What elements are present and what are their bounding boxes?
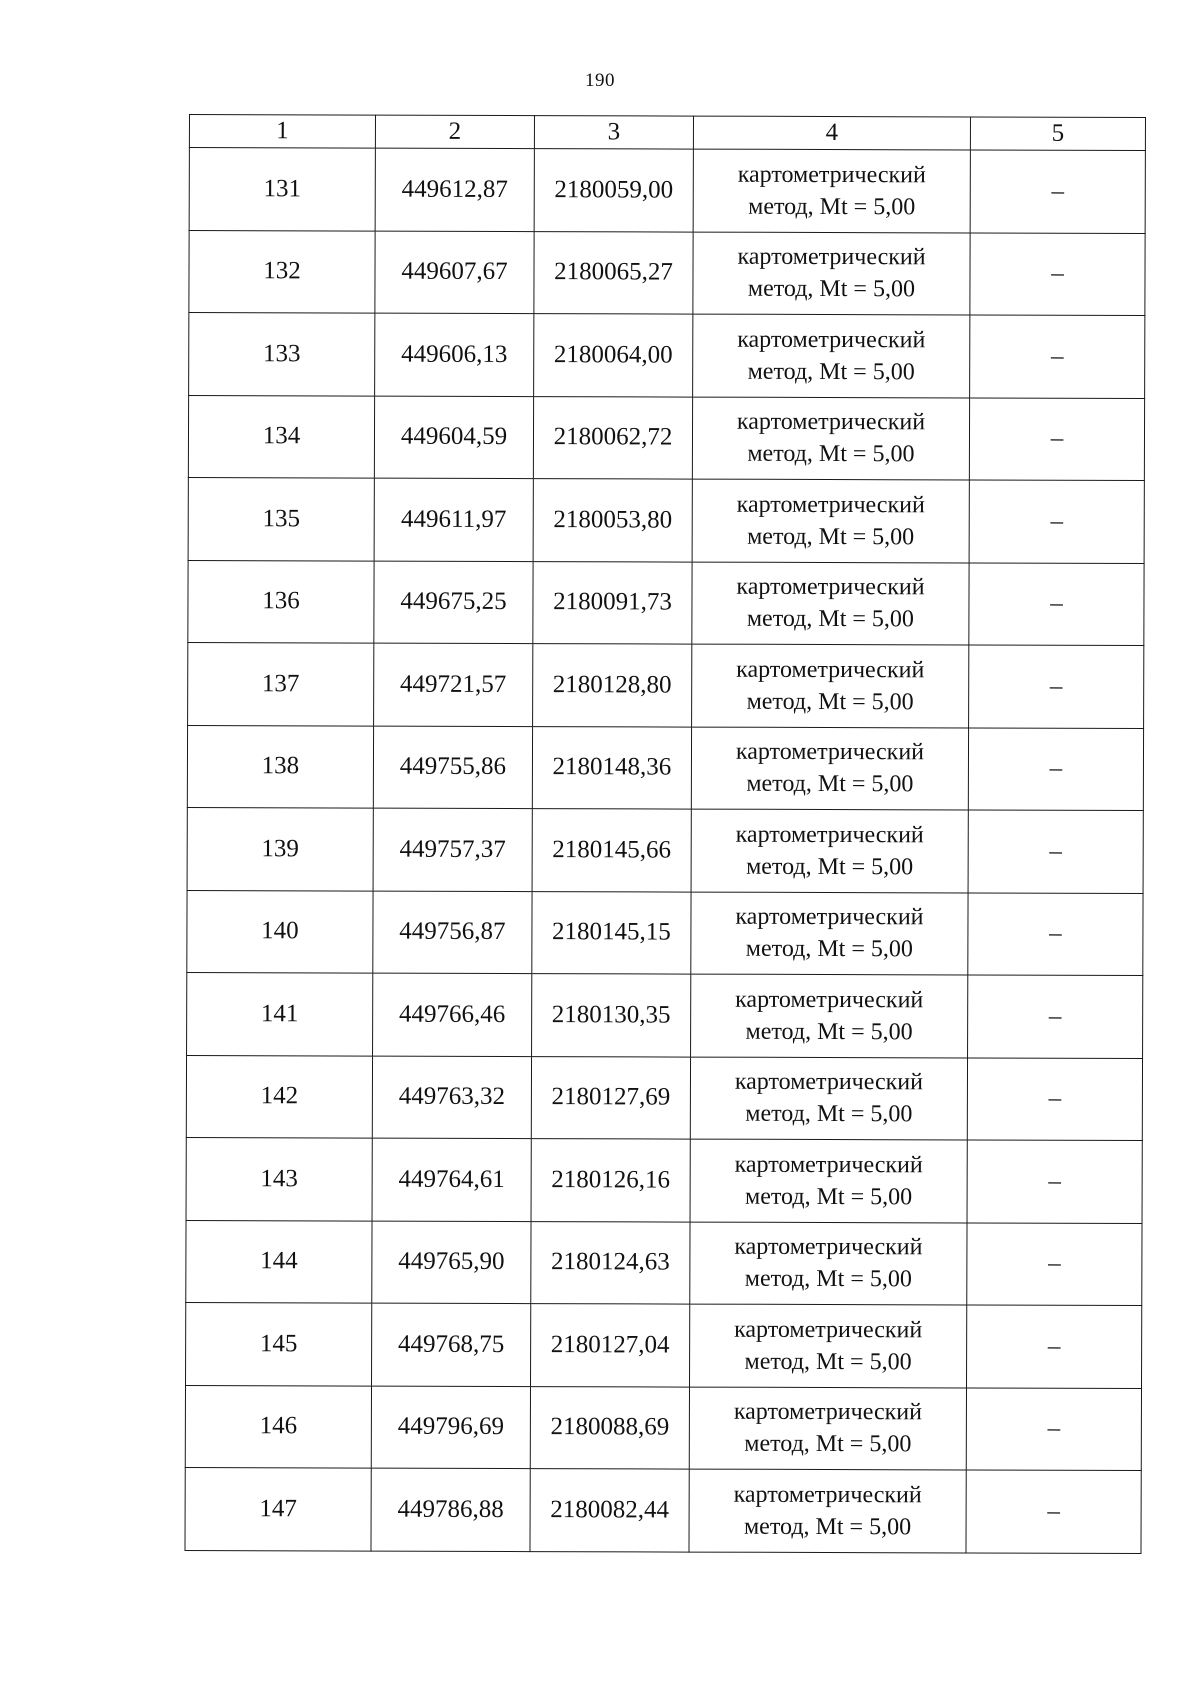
- note-cell: –: [968, 727, 1143, 810]
- method-line-1: картометрический: [736, 408, 926, 436]
- method-cell: [692, 479, 969, 562]
- method-cell: [689, 1469, 966, 1552]
- method-line-1: картометрический: [735, 738, 925, 766]
- x-coordinate-cell: 449786,88: [371, 1468, 530, 1551]
- coordinates-table: [184, 114, 1146, 1553]
- method-line-2: метод, Mt = 5,00: [745, 1101, 913, 1128]
- table-row: [186, 1055, 1142, 1141]
- table-row: [187, 725, 1143, 811]
- method-line-1: картометрический: [734, 1151, 923, 1179]
- note-cell: –: [967, 1140, 1142, 1223]
- table-row: [189, 313, 1145, 399]
- method-cell: [691, 809, 968, 892]
- column-header-3: 3: [534, 116, 693, 149]
- method-line-1: картометрический: [735, 903, 924, 931]
- column-header-2: 2: [375, 115, 534, 148]
- y-coordinate-cell: 2180145,15: [532, 891, 691, 974]
- table-row: [189, 148, 1145, 234]
- point-number-cell: 131: [189, 148, 375, 231]
- point-number-cell: 145: [186, 1302, 372, 1385]
- point-number-cell: 134: [188, 395, 374, 478]
- method-line-2: метод, Mt = 5,00: [743, 1513, 912, 1541]
- y-coordinate-cell: 2180128,80: [533, 644, 692, 727]
- note-cell: –: [967, 1305, 1142, 1388]
- y-coordinate-cell: 2180053,80: [533, 479, 692, 562]
- y-coordinate-cell: 2180062,72: [533, 396, 692, 479]
- y-coordinate-cell: 2180082,44: [530, 1469, 689, 1552]
- y-coordinate-cell: 2180130,35: [532, 974, 691, 1057]
- note-cell: –: [970, 150, 1145, 233]
- y-coordinate-cell: 2180127,04: [531, 1304, 690, 1387]
- method-line-2: метод, Mt = 5,00: [747, 441, 915, 468]
- method-line-2: метод, Mt = 5,00: [747, 358, 915, 386]
- x-coordinate-cell: 449606,13: [375, 313, 534, 396]
- method-cell: [693, 149, 970, 232]
- table-row: [189, 230, 1145, 316]
- method-cell: [692, 562, 969, 645]
- y-coordinate-cell: 2180088,69: [530, 1386, 689, 1469]
- table-row: [188, 642, 1144, 728]
- y-coordinate-cell: 2180065,27: [534, 231, 693, 314]
- note-cell: –: [967, 1057, 1142, 1140]
- method-line-1: картометрический: [734, 1233, 923, 1261]
- method-line-1: картометрический: [736, 656, 925, 684]
- method-cell: [691, 892, 968, 975]
- note-cell: –: [969, 480, 1144, 563]
- x-coordinate-cell: 449607,67: [375, 231, 534, 314]
- point-number-cell: 141: [187, 972, 373, 1055]
- method-cell: [689, 1387, 966, 1470]
- x-coordinate-cell: 449796,69: [371, 1386, 530, 1469]
- note-cell: –: [969, 645, 1144, 728]
- table-row: [187, 890, 1143, 976]
- method-line-2: метод, Mt = 5,00: [747, 523, 915, 551]
- x-coordinate-cell: 449757,37: [373, 808, 532, 891]
- method-line-2: метод, Mt = 5,00: [744, 1348, 912, 1376]
- method-line-2: метод, Mt = 5,00: [745, 1018, 913, 1046]
- method-cell: [693, 314, 970, 397]
- note-cell: –: [970, 315, 1145, 398]
- point-number-cell: 143: [186, 1137, 372, 1220]
- point-number-cell: 147: [185, 1467, 371, 1550]
- x-coordinate-cell: 449721,57: [374, 643, 533, 726]
- note-cell: –: [966, 1470, 1141, 1553]
- method-line-1: картометрический: [735, 821, 924, 849]
- method-line-2: метод, Mt = 5,00: [748, 193, 916, 221]
- x-coordinate-cell: 449763,32: [372, 1056, 531, 1139]
- y-coordinate-cell: 2180127,69: [531, 1056, 690, 1139]
- method-cell: [691, 974, 968, 1057]
- x-coordinate-cell: 449675,25: [374, 561, 533, 644]
- point-number-cell: 136: [188, 560, 374, 643]
- method-line-1: картометрический: [733, 1398, 923, 1426]
- y-coordinate-cell: 2180148,36: [532, 726, 691, 809]
- method-line-2: метод, Mt = 5,00: [746, 688, 914, 716]
- method-line-2: метод, Mt = 5,00: [745, 936, 913, 963]
- y-coordinate-cell: 2180145,66: [532, 809, 691, 892]
- method-line-1: картометрический: [734, 1068, 924, 1096]
- point-number-cell: 140: [187, 890, 373, 973]
- table-row: [185, 1385, 1141, 1471]
- table-row: [188, 477, 1144, 563]
- method-line-2: метод, Mt = 5,00: [744, 1266, 912, 1293]
- table-row: [186, 1137, 1142, 1223]
- table-row: [187, 972, 1143, 1058]
- x-coordinate-cell: 449764,61: [372, 1138, 531, 1221]
- note-cell: –: [968, 975, 1143, 1058]
- point-number-cell: 139: [187, 807, 373, 890]
- y-coordinate-cell: 2180064,00: [534, 314, 693, 397]
- method-line-2: метод, Mt = 5,00: [744, 1431, 912, 1458]
- note-cell: –: [967, 1222, 1142, 1305]
- method-cell: [692, 397, 969, 480]
- method-line-1: картометрический: [735, 986, 924, 1014]
- method-line-1: картометрический: [737, 161, 926, 189]
- x-coordinate-cell: 449768,75: [372, 1303, 531, 1386]
- point-number-cell: 144: [186, 1220, 372, 1303]
- table-row: [186, 1302, 1142, 1388]
- method-cell: [690, 1139, 967, 1222]
- method-line-2: метод, Mt = 5,00: [745, 1183, 913, 1211]
- method-line-1: картометрический: [733, 1481, 922, 1509]
- table-row: [188, 560, 1144, 646]
- method-cell: [692, 644, 969, 727]
- x-coordinate-cell: 449765,90: [372, 1221, 531, 1304]
- note-cell: –: [969, 562, 1144, 645]
- table-row: [186, 1220, 1142, 1306]
- point-number-cell: 142: [186, 1055, 372, 1138]
- method-cell: [693, 232, 970, 315]
- method-cell: [690, 1057, 967, 1140]
- table-row: [187, 807, 1143, 893]
- x-coordinate-cell: 449756,87: [373, 891, 532, 974]
- method-line-1: картометрический: [737, 243, 926, 271]
- column-header-4: 4: [693, 116, 970, 150]
- note-cell: –: [970, 232, 1145, 315]
- column-header-1: 1: [189, 115, 375, 149]
- method-line-2: метод, Mt = 5,00: [746, 606, 914, 633]
- point-number-cell: 133: [189, 313, 375, 396]
- point-number-cell: 132: [189, 230, 375, 313]
- page-number: 190: [585, 70, 615, 91]
- table-row: [185, 1467, 1141, 1553]
- x-coordinate-cell: 449604,59: [374, 396, 533, 479]
- table-header-row: [189, 115, 1145, 151]
- x-coordinate-cell: 449766,46: [373, 973, 532, 1056]
- y-coordinate-cell: 2180059,00: [534, 149, 693, 232]
- note-cell: –: [968, 892, 1143, 975]
- point-number-cell: 135: [188, 477, 374, 560]
- note-cell: –: [969, 397, 1144, 480]
- point-number-cell: 137: [188, 642, 374, 725]
- method-line-2: метод, Mt = 5,00: [746, 853, 914, 881]
- table-row: [188, 395, 1144, 481]
- method-line-1: картометрический: [736, 491, 925, 519]
- method-cell: [690, 1222, 967, 1305]
- y-coordinate-cell: 2180091,73: [533, 561, 692, 644]
- y-coordinate-cell: 2180124,63: [531, 1221, 690, 1304]
- method-cell: [690, 1304, 967, 1387]
- note-cell: –: [966, 1387, 1141, 1470]
- y-coordinate-cell: 2180126,16: [531, 1139, 690, 1222]
- method-line-2: метод, Mt = 5,00: [747, 276, 916, 303]
- x-coordinate-cell: 449755,86: [373, 726, 532, 809]
- method-line-1: картометрический: [734, 1316, 923, 1344]
- method-line-1: картометрический: [737, 326, 926, 354]
- column-header-5: 5: [970, 117, 1145, 151]
- method-line-2: метод, Mt = 5,00: [746, 771, 914, 798]
- x-coordinate-cell: 449611,97: [374, 478, 533, 561]
- point-number-cell: 138: [187, 725, 373, 808]
- table-body: [185, 148, 1145, 1553]
- method-cell: [691, 727, 968, 810]
- x-coordinate-cell: 449612,87: [375, 148, 534, 231]
- note-cell: –: [968, 810, 1143, 893]
- method-line-1: картометрический: [736, 573, 925, 601]
- point-number-cell: 146: [185, 1385, 371, 1468]
